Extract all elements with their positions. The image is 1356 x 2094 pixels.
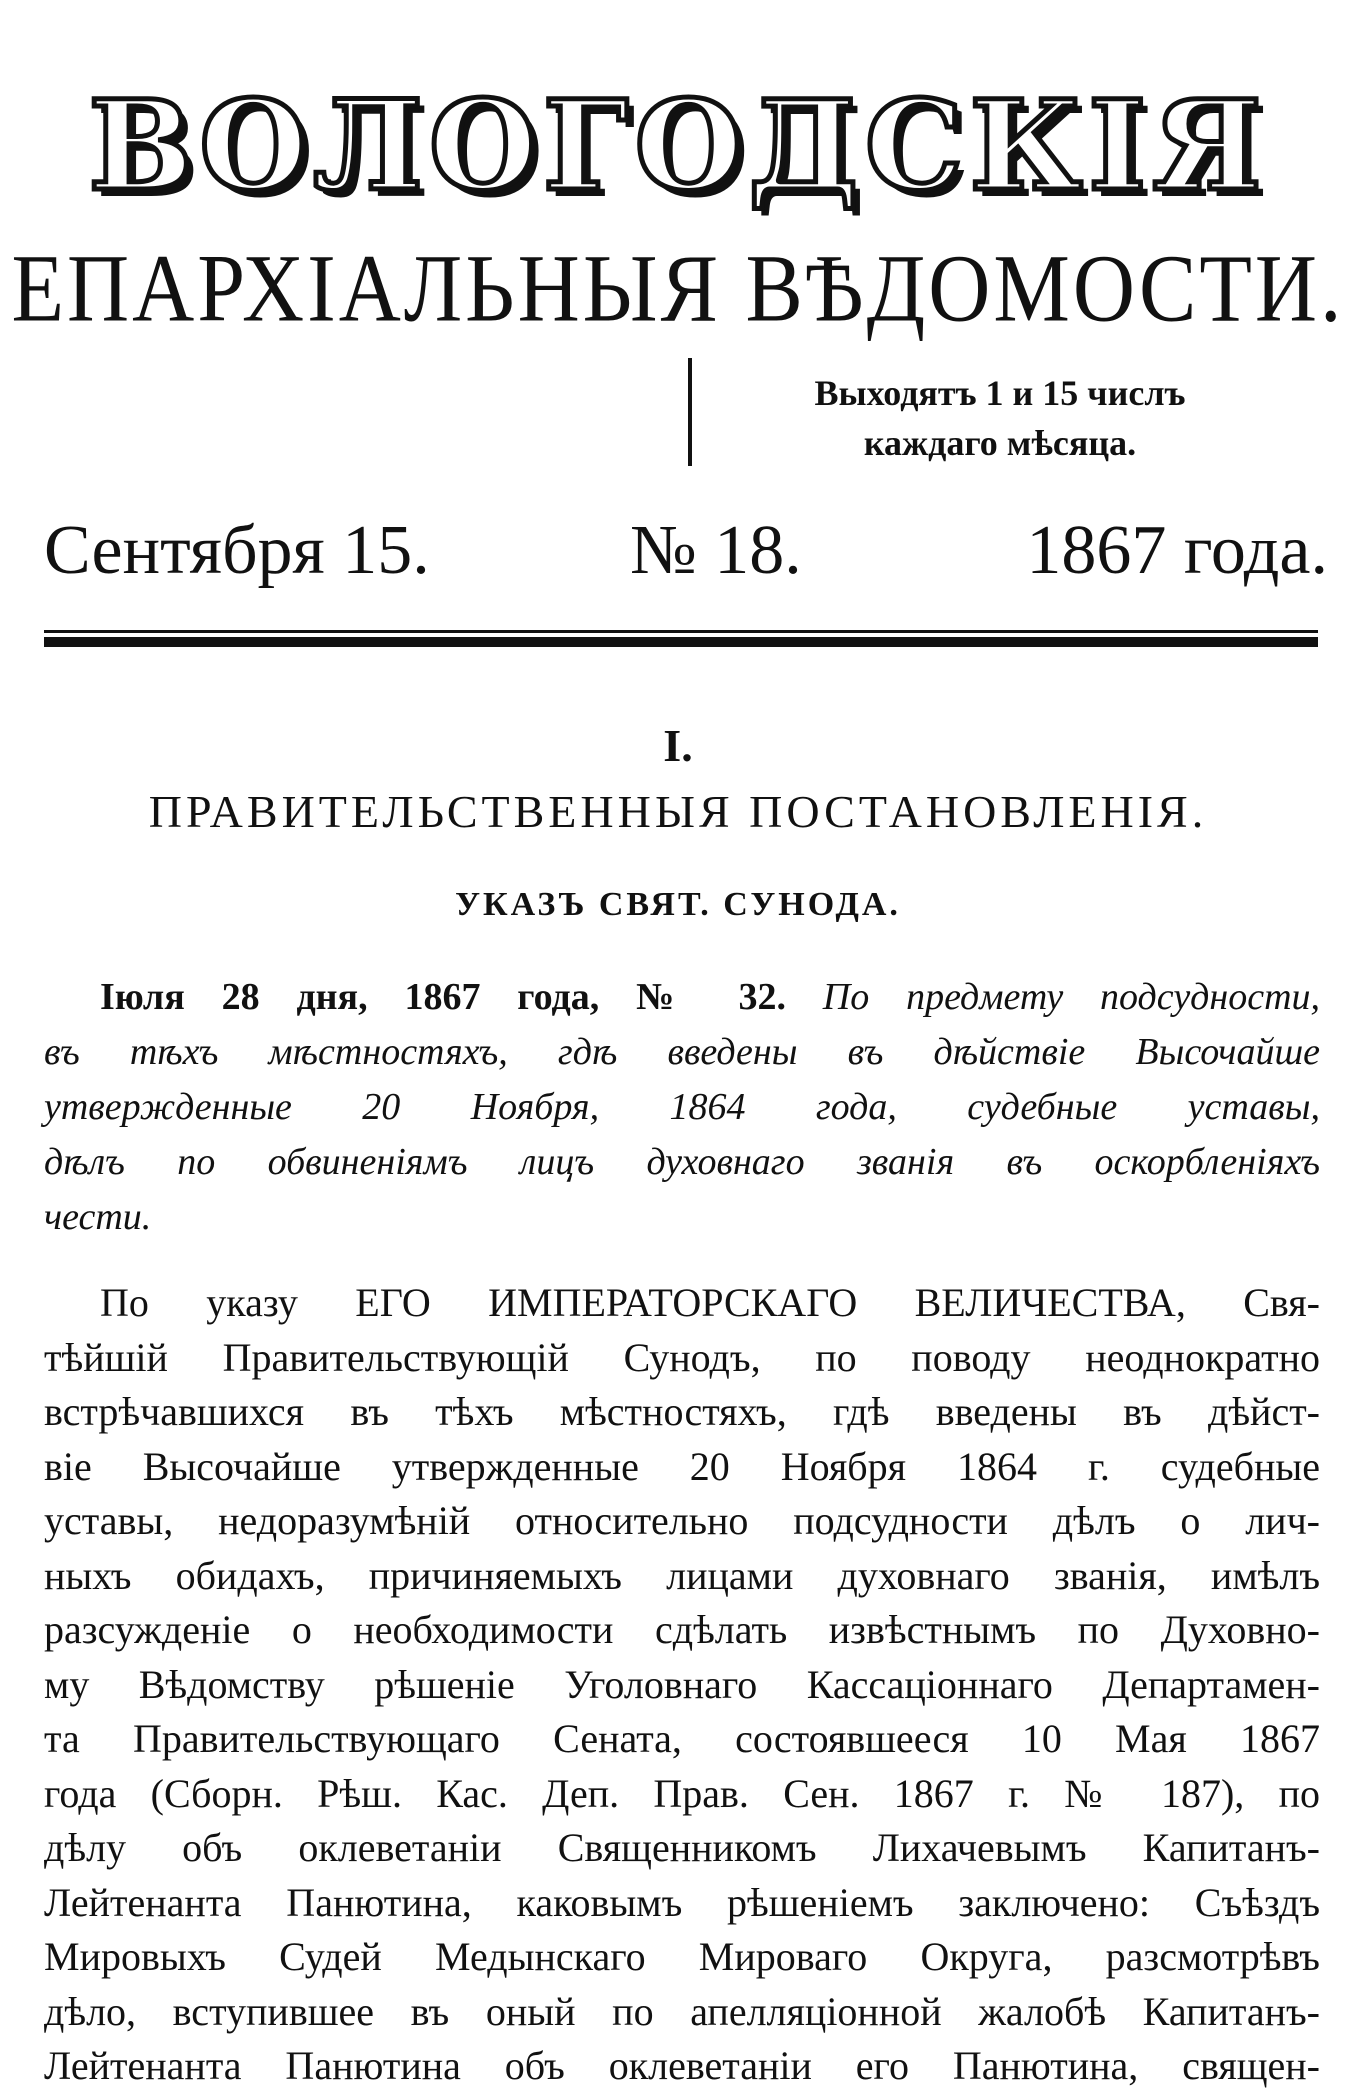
header-rule-thick — [44, 637, 1318, 647]
frequency-divider — [688, 358, 692, 466]
body-line: дѣлу объ оклеветаніи Священникомъ Лихачевымъ Капитанъ- — [44, 1825, 1320, 1870]
issue-info — [44, 506, 1328, 596]
body-line: уставы, недоразумѣній относительно подсудности дѣлъ о лич- — [44, 1498, 1320, 1543]
section-title: ПРАВИТЕЛЬСТВЕННЫЯ ПОСТАНОВЛЕНІЯ. — [148, 786, 1208, 837]
frequency-line: каждаго мѣсяца. — [863, 423, 1137, 463]
masthead-title: ВОЛОГОДСКІЯ — [88, 74, 1268, 219]
issue-year: 1867 года. — [1026, 512, 1328, 589]
abstract-text: дѣлъ по обвиненіямъ лицъ духовнаго званія въ оскорбленіяхъ — [44, 1141, 1320, 1183]
abstract-line — [44, 970, 1320, 1025]
decree-date-number: Іюля 28 дня, 1867 года, № 32. — [100, 976, 786, 1018]
body-line: віе Высочайше утвержденные 20 Ноября 1864 г. судебные — [44, 1443, 1320, 1489]
body-line: разсужденіе о необходимости сдѣлать извѣстнымъ по Духовно- — [44, 1607, 1320, 1652]
body-line: Лейтенанта Панютина объ оклеветаніи его Панютина, священ- — [44, 2043, 1320, 2088]
body-line: ныхъ обидахъ, причиняемыхъ лицами духовнаго званія, имѣлъ — [44, 1552, 1320, 1598]
body-text — [44, 1276, 1320, 2094]
abstract-line — [44, 1080, 1320, 1135]
abstract-text: утвержденные 20 Ноября, 1864 года, судебные уставы, — [44, 1086, 1320, 1128]
abstract-text: въ тѣхъ мѣстностяхъ, гдѣ введены въ дѣйствіе Высочайше — [44, 1031, 1320, 1073]
body-line: Лейтенанта Панютина, каковымъ рѣшеніемъ заключено: Съѣздъ — [44, 1879, 1320, 1925]
header-rule-thin — [44, 630, 1318, 633]
body-line: тѣйшій Правительствующій Сунодъ, по поводу неоднократно — [44, 1334, 1320, 1380]
abstract-line — [44, 1025, 1320, 1080]
abstract-text: По предмету подсудности, — [822, 976, 1321, 1018]
body-line: му Вѣдомству рѣшеніе Уголовнаго Кассаціоннаго Департамен- — [44, 1661, 1320, 1707]
decree-heading: УКАЗЪ СВЯТ. СУНОДА. — [455, 886, 901, 923]
body-line: По указу ЕГО ИМПЕРАТОРСКАГО ВЕЛИЧЕСТВА, Свя- — [100, 1280, 1320, 1325]
body-line: та Правительствующаго Сената, состоявшееся 10 Мая 1867 — [44, 1716, 1320, 1761]
abstract-text: чести. — [44, 1196, 152, 1238]
body-line: Мировыхъ Судей Медынскаго Мироваго Округа, разсмотрѣвъ — [44, 1934, 1320, 1979]
section-number: I. — [663, 720, 693, 771]
abstract-line — [44, 1135, 1320, 1190]
body-line: встрѣчавшихся въ тѣхъ мѣстностяхъ, гдѣ введены въ дѣйст- — [44, 1389, 1320, 1434]
masthead-subtitle: ЕПАРХІАЛЬНЫЯ ВѢДОМОСТИ. — [11, 234, 1345, 342]
abstract-line — [44, 1190, 1320, 1245]
publication-frequency — [700, 368, 1300, 468]
issue-number: № 18. — [630, 512, 802, 589]
body-line: года (Сборн. Рѣш. Кас. Деп. Прав. Сен. 1867 г. № 187), по — [44, 1770, 1320, 1816]
frequency-line: Выходятъ 1 и 15 числъ — [814, 373, 1186, 413]
issue-date: Сентября 15. — [44, 512, 430, 589]
decree-abstract — [44, 970, 1320, 1245]
body-line: дѣло, вступившее въ оный по апелляціонной жалобѣ Капитанъ- — [44, 1988, 1320, 2034]
